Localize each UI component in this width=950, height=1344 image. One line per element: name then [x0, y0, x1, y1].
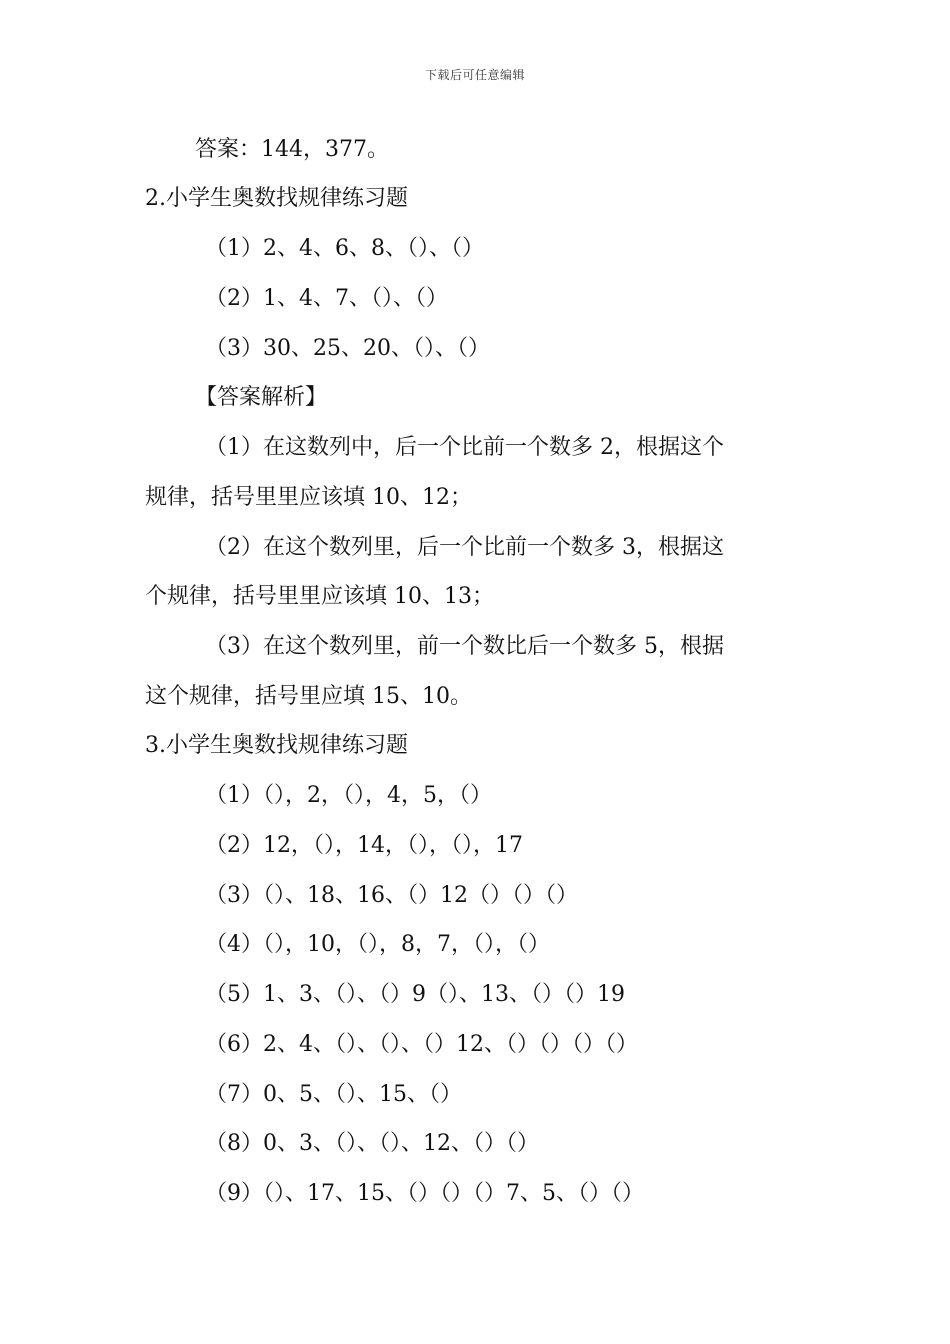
answer-line: 答案：144，377。 — [195, 137, 389, 162]
exercise-item: （9）（）、17、15、（）（）（）7、5、（）（） — [205, 1181, 644, 1206]
analysis-paragraph: 个规律，括号里里应该填 10、13； — [145, 584, 494, 609]
exercise-item: （5）1、3、（）、（）9（）、13、（）（）19 — [205, 982, 625, 1007]
exercise-item: （7）0、5、（）、15、（） — [205, 1082, 462, 1107]
page-header-note: 下载后可任意编辑 — [424, 68, 525, 82]
section-heading-3: 3.小学生奥数找规律练习题 — [145, 733, 408, 758]
exercise-item: （2）1、4、7、（）、（） — [205, 286, 448, 311]
analysis-paragraph: 规律，括号里里应该填 10、12； — [145, 485, 472, 510]
exercise-item: （3）（）、18、16、（）12（）（）（） — [205, 883, 578, 908]
exercise-item: （8）0、3、（）、（）、12、（）（） — [205, 1131, 539, 1156]
analysis-paragraph: （2）在这个数列里，后一个比前一个数多 3，根据这 — [205, 535, 724, 560]
exercise-item: （1）2、4、6、8、（）、（） — [205, 236, 484, 261]
analysis-paragraph: 这个规律，括号里应填 15、10。 — [145, 684, 472, 709]
exercise-item: （2）12，（），14，（），（），17 — [205, 833, 523, 858]
exercise-item: （6）2、4、（）、（）、（）12、（）（）（）（） — [205, 1032, 638, 1057]
analysis-paragraph: （3）在这个数列里，前一个数比后一个数多 5，根据 — [205, 634, 724, 659]
exercise-item: （1）（），2，（），4，5，（） — [205, 783, 492, 808]
exercise-item: （4）（），10，（），8，7，（），（） — [205, 932, 550, 957]
analysis-paragraph: （1）在这数列中，后一个比前一个数多 2，根据这个 — [205, 435, 724, 460]
answer-analysis-heading: 【答案解析】 — [195, 385, 328, 410]
section-heading-2: 2.小学生奥数找规律练习题 — [145, 186, 408, 211]
exercise-item: （3）30、25、20、（）、（） — [205, 336, 490, 361]
